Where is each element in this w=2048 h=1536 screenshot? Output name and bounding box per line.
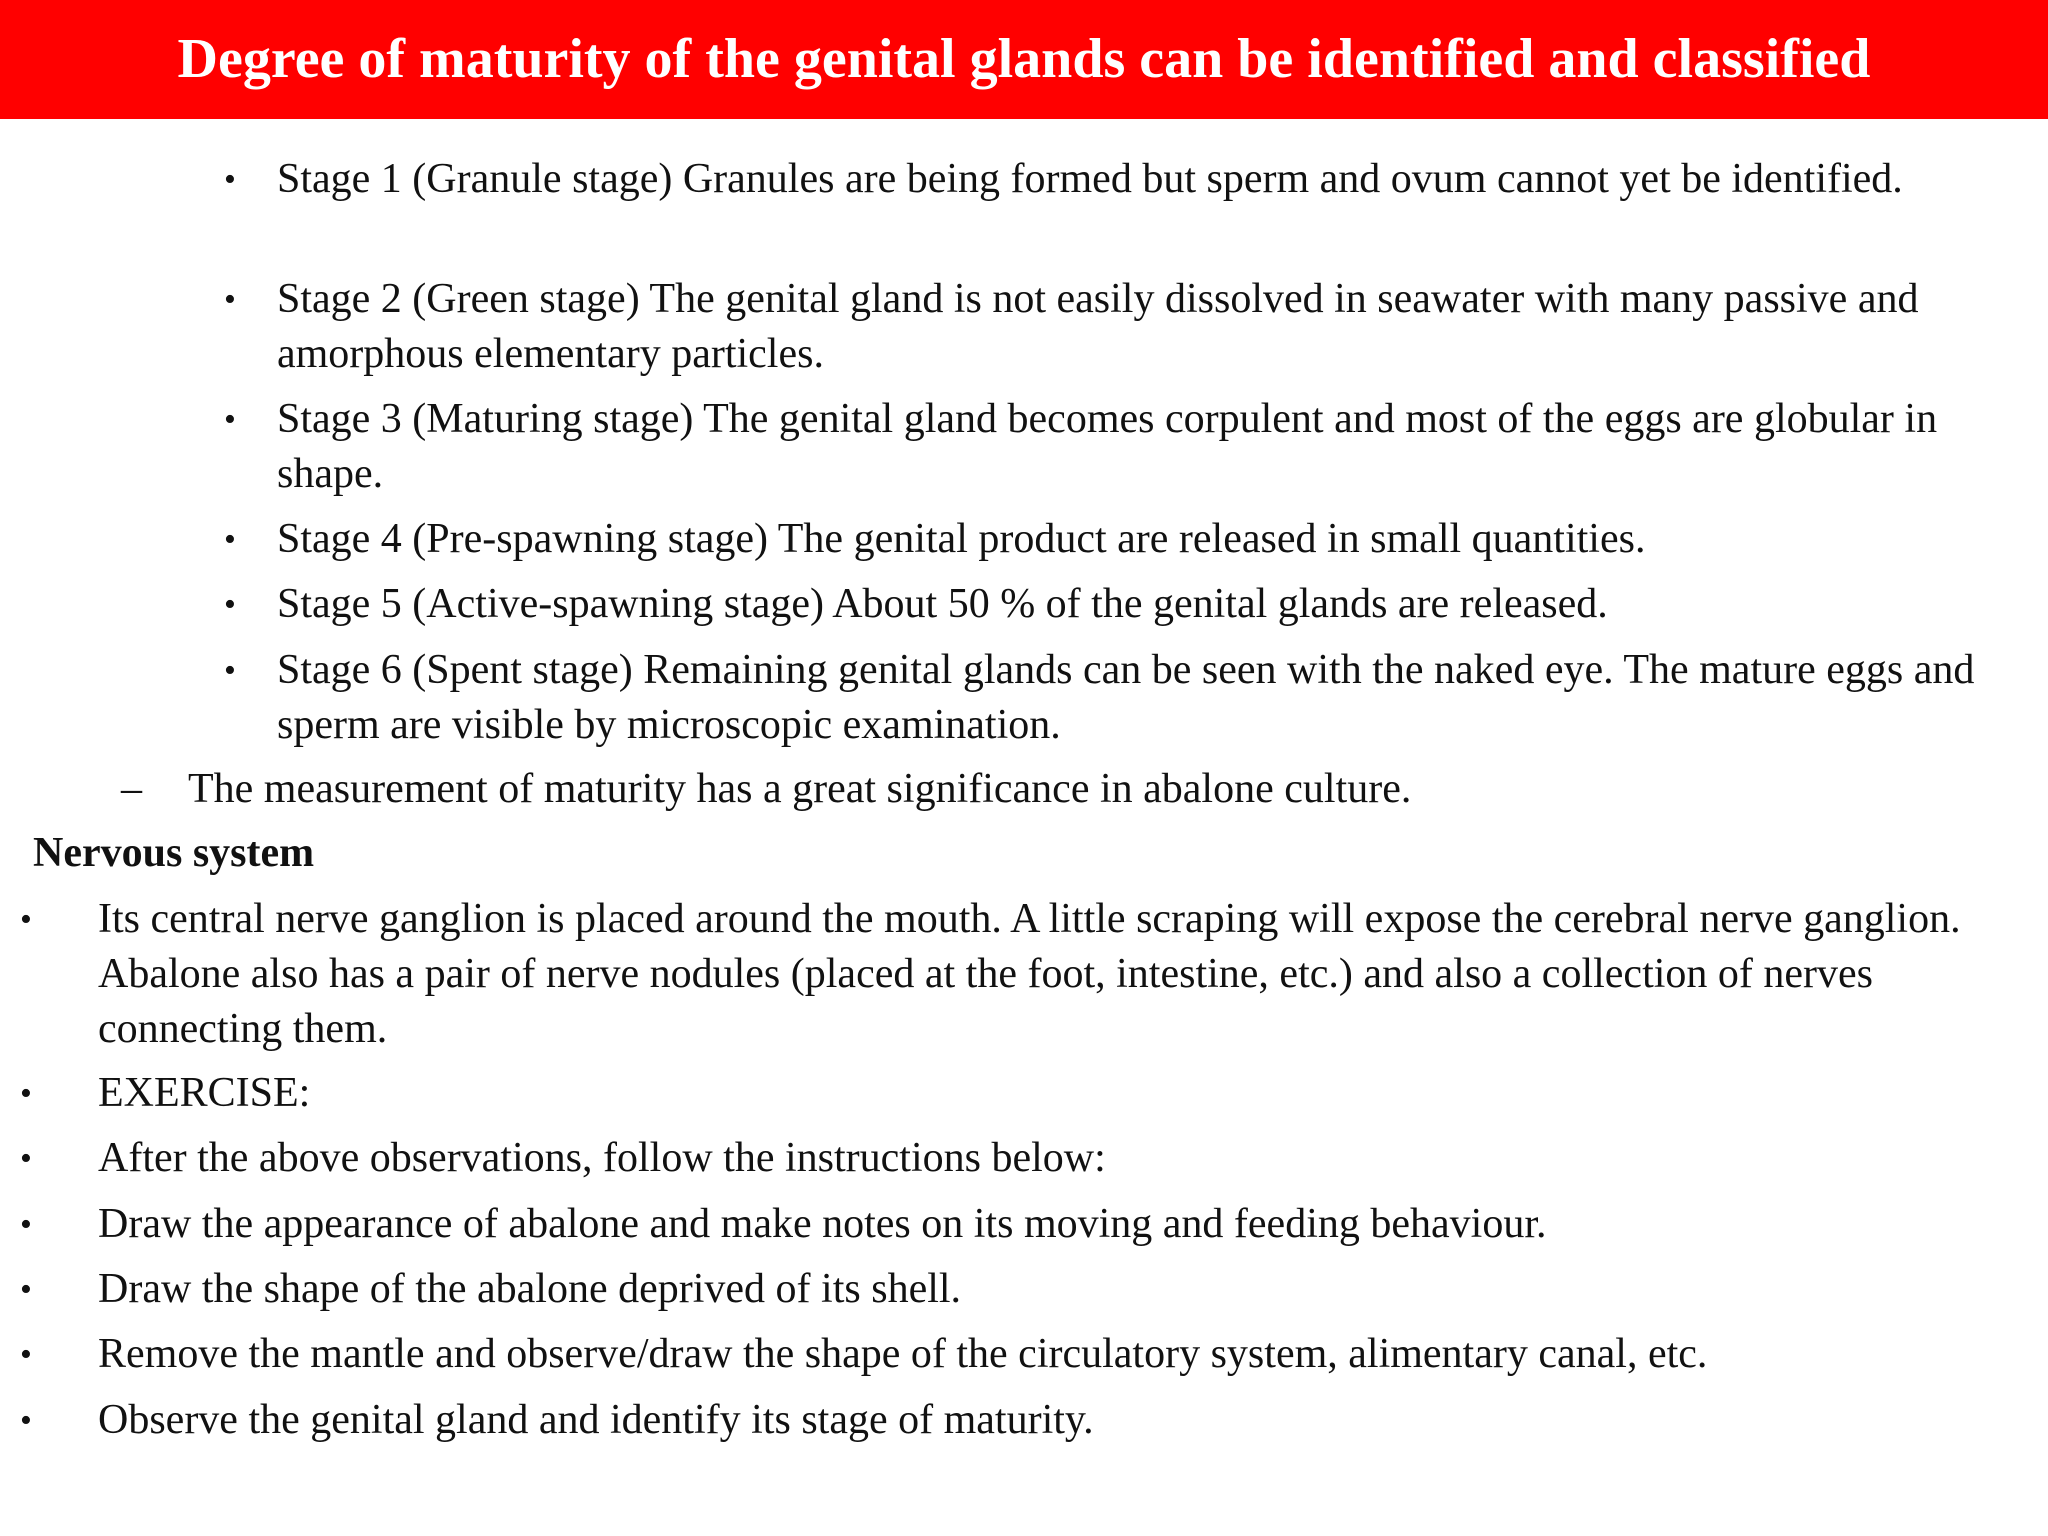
bullet-item-6 xyxy=(20,1327,2030,1382)
bullet-text-5: Draw the shape of the abalone deprived of its shell. xyxy=(98,1266,962,1312)
bullet-marker: • xyxy=(20,1336,32,1373)
dash-item-text: The measurement of maturity has a great significance in abalone culture. xyxy=(188,766,1412,812)
stage-item-6 xyxy=(224,643,2014,753)
bullet-item-1 xyxy=(20,892,2030,1057)
bullet-marker: • xyxy=(20,1140,32,1177)
stage-item-3 xyxy=(224,392,2014,502)
bullet-text-7: Observe the genital gland and identify its stage of maturity. xyxy=(98,1397,1094,1443)
stage-text-5: Stage 5 (Active-spawning stage) About 50 % of the genital glands are released. xyxy=(277,581,1608,627)
stage-text-2: Stage 2 (Green stage) The genital gland is not easily dissolved in seawater with many passive and amorphous elementary particles. xyxy=(277,276,1919,377)
bullet-text-4: Draw the appearance of abalone and make notes on its moving and feeding behaviour. xyxy=(98,1201,1547,1247)
bullet-marker: • xyxy=(224,586,236,623)
bullet-item-5 xyxy=(20,1262,2030,1317)
bullet-marker: • xyxy=(20,1402,32,1439)
bullet-text-6: Remove the mantle and observe/draw the shape of the circulatory system, alimentary canal, etc. xyxy=(98,1331,1708,1377)
dash-marker: – xyxy=(121,766,142,812)
title-bar xyxy=(0,0,2048,119)
stage-item-1 xyxy=(224,152,2014,207)
dash-item xyxy=(121,762,2021,817)
bullet-marker: • xyxy=(20,1075,32,1112)
slide-title: Degree of maturity of the genital glands can be identified and classified xyxy=(177,27,1871,90)
stage-item-2 xyxy=(224,272,2014,382)
bullet-item-4 xyxy=(20,1197,2030,1252)
stage-item-4 xyxy=(224,512,2014,567)
bullet-marker: • xyxy=(224,401,236,438)
bullet-marker: • xyxy=(20,1206,32,1243)
bullet-marker: • xyxy=(224,521,236,558)
bullet-marker: • xyxy=(20,901,32,938)
bullet-item-7 xyxy=(20,1393,2030,1448)
bullet-text-1: Its central nerve ganglion is placed around the mouth. A little scraping will expose the cerebral nerve ganglion. Abalone also has a pair of nerve nodules (placed at the foot, intestine, etc.) and also a collection of nerves connecting them. xyxy=(98,896,1961,1052)
bullet-text-2: EXERCISE: xyxy=(98,1070,311,1116)
bullet-item-3 xyxy=(20,1131,2030,1186)
bullet-marker: • xyxy=(224,652,236,689)
stage-text-4: Stage 4 (Pre-spawning stage) The genital product are released in small quantities. xyxy=(277,516,1646,562)
section-heading: Nervous system xyxy=(33,830,315,876)
bullet-marker: • xyxy=(224,161,236,198)
bullet-item-2 xyxy=(20,1066,2030,1121)
stage-text-3: Stage 3 (Maturing stage) The genital gland becomes corpulent and most of the eggs are globular in shape. xyxy=(277,396,1938,497)
stage-text-6: Stage 6 (Spent stage) Remaining genital glands can be seen with the naked eye. The mature eggs and sperm are visible by microscopic examination. xyxy=(277,647,1975,748)
stage-text-1: Stage 1 (Granule stage) Granules are being formed but sperm and ovum cannot yet be identified. xyxy=(277,156,1903,202)
stage-item-5 xyxy=(224,577,2014,632)
bullet-marker: • xyxy=(20,1271,32,1308)
bullet-marker: • xyxy=(224,281,236,318)
bullet-text-3: After the above observations, follow the instructions below: xyxy=(98,1135,1106,1181)
